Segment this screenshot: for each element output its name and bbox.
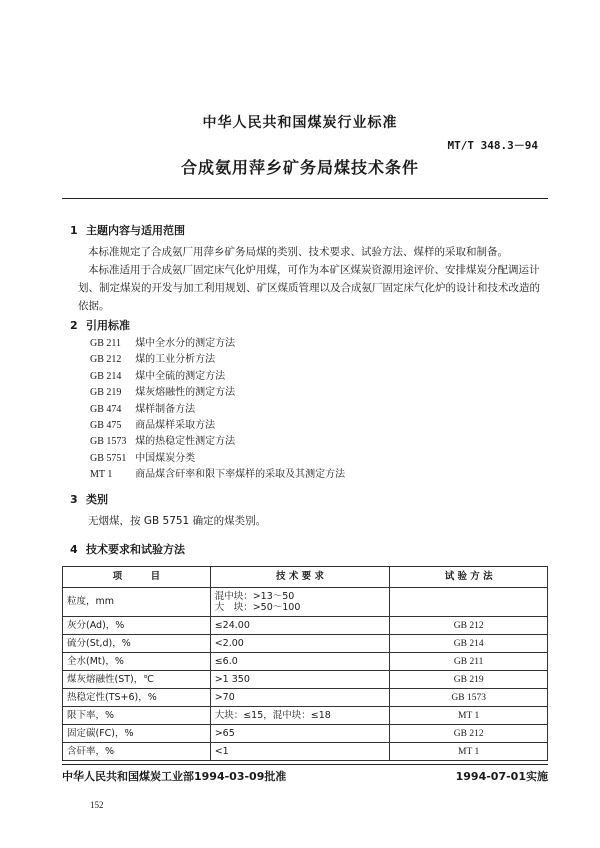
requirement-cell: >1 350 (210, 671, 390, 689)
method-cell: MT 1 (390, 707, 548, 725)
item-cell: 限下率，% (63, 707, 211, 725)
footer-divider (62, 764, 548, 765)
reference-name: 煤的工业分析方法 (135, 354, 216, 366)
reference-code: GB 1573 (90, 436, 127, 448)
reference-code: GB 219 (90, 387, 122, 399)
method-cell: GB 211 (390, 653, 548, 671)
reference-code: GB 212 (90, 354, 122, 366)
requirement-line: 大 块：>50～100 (214, 602, 301, 613)
requirement-cell (210, 588, 390, 617)
reference-item (90, 418, 345, 434)
method-cell: GB 1573 (390, 689, 548, 707)
reference-item (90, 467, 345, 483)
reference-name: 煤的热稳定性测定方法 (135, 436, 236, 448)
reference-item (90, 336, 345, 352)
reference-item (90, 385, 345, 401)
table-row (63, 725, 548, 743)
table-row (63, 689, 548, 707)
table-row (63, 653, 548, 671)
reference-name: 中国煤炭分类 (135, 452, 196, 464)
reference-code: GB 474 (90, 403, 122, 415)
table-row (63, 671, 548, 689)
section-title: 类别 (86, 493, 108, 506)
method-cell: GB 212 (390, 725, 548, 743)
reference-name: 煤中全水分的测定方法 (135, 338, 236, 349)
document-title: 合成氨用萍乡矿务局煤技术条件 (180, 158, 419, 177)
section-title: 主题内容与适用范围 (86, 224, 185, 237)
column-header-requirement: 技 术 要 求 (210, 567, 390, 588)
table-header-row (63, 567, 548, 588)
table-row (63, 743, 548, 761)
referenced-standards-list (90, 336, 345, 484)
requirement-line: 混中块：>13～50 (214, 591, 295, 602)
section-title: 引用标准 (86, 319, 130, 332)
item-cell: 含矸率，% (63, 743, 211, 761)
requirement-cell: >70 (210, 689, 390, 707)
table-row (63, 707, 548, 725)
reference-item (90, 451, 345, 467)
section-number: 4 (70, 543, 78, 556)
section-4-heading (70, 541, 185, 557)
column-header-item: 项 目 (63, 567, 211, 588)
table-row (63, 617, 548, 635)
reference-code: MT 1 (90, 469, 113, 481)
table-row (63, 635, 548, 653)
requirement-cell: ≤6.0 (210, 653, 390, 671)
implementation-date: 1994-07-01实施 (455, 770, 548, 783)
reference-item (90, 352, 345, 368)
reference-name: 煤灰熔融性的测定方法 (135, 387, 236, 399)
item-cell: 灰分(Ad)，% (63, 617, 211, 635)
section-1-paragraph-1: 本标准规定了合成氨厂用萍乡矿务局煤的类别、技术要求、试验方法、煤样的采取和制备。 (88, 246, 508, 258)
column-header-test-method: 试 验 方 法 (390, 567, 548, 588)
method-cell: GB 212 (390, 617, 548, 635)
section-3-heading (70, 491, 108, 507)
requirement-cell: <2.00 (210, 635, 390, 653)
item-cell: 固定碳(FC)，% (63, 725, 211, 743)
table-row (63, 588, 548, 617)
reference-name: 煤中全硫的测定方法 (135, 370, 226, 382)
header-divider (62, 198, 548, 199)
reference-item (90, 434, 345, 450)
section-number: 2 (70, 319, 78, 332)
section-1-heading (70, 222, 185, 238)
section-number: 3 (70, 493, 78, 506)
requirement-cell: >65 (210, 725, 390, 743)
reference-name: 商品煤样采取方法 (135, 420, 216, 432)
section-2-heading (70, 317, 130, 333)
item-cell: 热稳定性(TS+6)，% (63, 689, 211, 707)
method-cell: GB 219 (390, 671, 548, 689)
method-cell: GB 214 (390, 635, 548, 653)
reference-name: 煤样制备方法 (135, 403, 196, 415)
standard-code: MT/T 348.3－94 (447, 139, 538, 152)
reference-item (90, 402, 345, 418)
method-cell: MT 1 (390, 743, 548, 761)
issuing-authority: 中华人民共和国煤炭行业标准 (202, 115, 398, 131)
reference-code: GB 5751 (90, 452, 127, 464)
section-number: 1 (70, 224, 78, 237)
requirement-cell: ≤24.00 (210, 617, 390, 635)
reference-code: GB 475 (90, 420, 122, 432)
reference-code: GB 214 (90, 370, 122, 382)
approval-statement: 中华人民共和国煤炭工业部1994-03-09批准 (62, 770, 287, 783)
item-cell: 煤灰熔融性(ST)，℃ (63, 671, 211, 689)
item-cell: 硫分(St,d)，% (63, 635, 211, 653)
item-cell: 粒度，mm (63, 588, 211, 617)
section-3-paragraph: 无烟煤，按 GB 5751 确定的煤类别。 (88, 515, 267, 527)
technical-requirements-table (62, 566, 548, 761)
requirement-cell: <1 (210, 743, 390, 761)
item-cell: 全水(Mt)，% (63, 653, 211, 671)
method-cell (390, 588, 548, 617)
reference-code: GB 211 (90, 338, 122, 349)
reference-item (90, 369, 345, 385)
section-title: 技术要求和试验方法 (86, 543, 185, 556)
reference-name: 商品煤含矸率和限下率煤样的采取及其测定方法 (135, 469, 346, 481)
requirement-cell: 大块：≤15，混中块：≤18 (210, 707, 390, 725)
page-number: 152 (90, 800, 104, 810)
section-1-paragraph-2: 本标准适用于合成氨厂固定床气化炉用煤，可作为本矿区煤炭资源用途评价、安排煤炭分配调运计划、制定煤炭的开发与加工利用规划、矿区煤质管理以及合成氨厂固定床气化炉的设计和技术改造的依据。 (78, 264, 540, 312)
